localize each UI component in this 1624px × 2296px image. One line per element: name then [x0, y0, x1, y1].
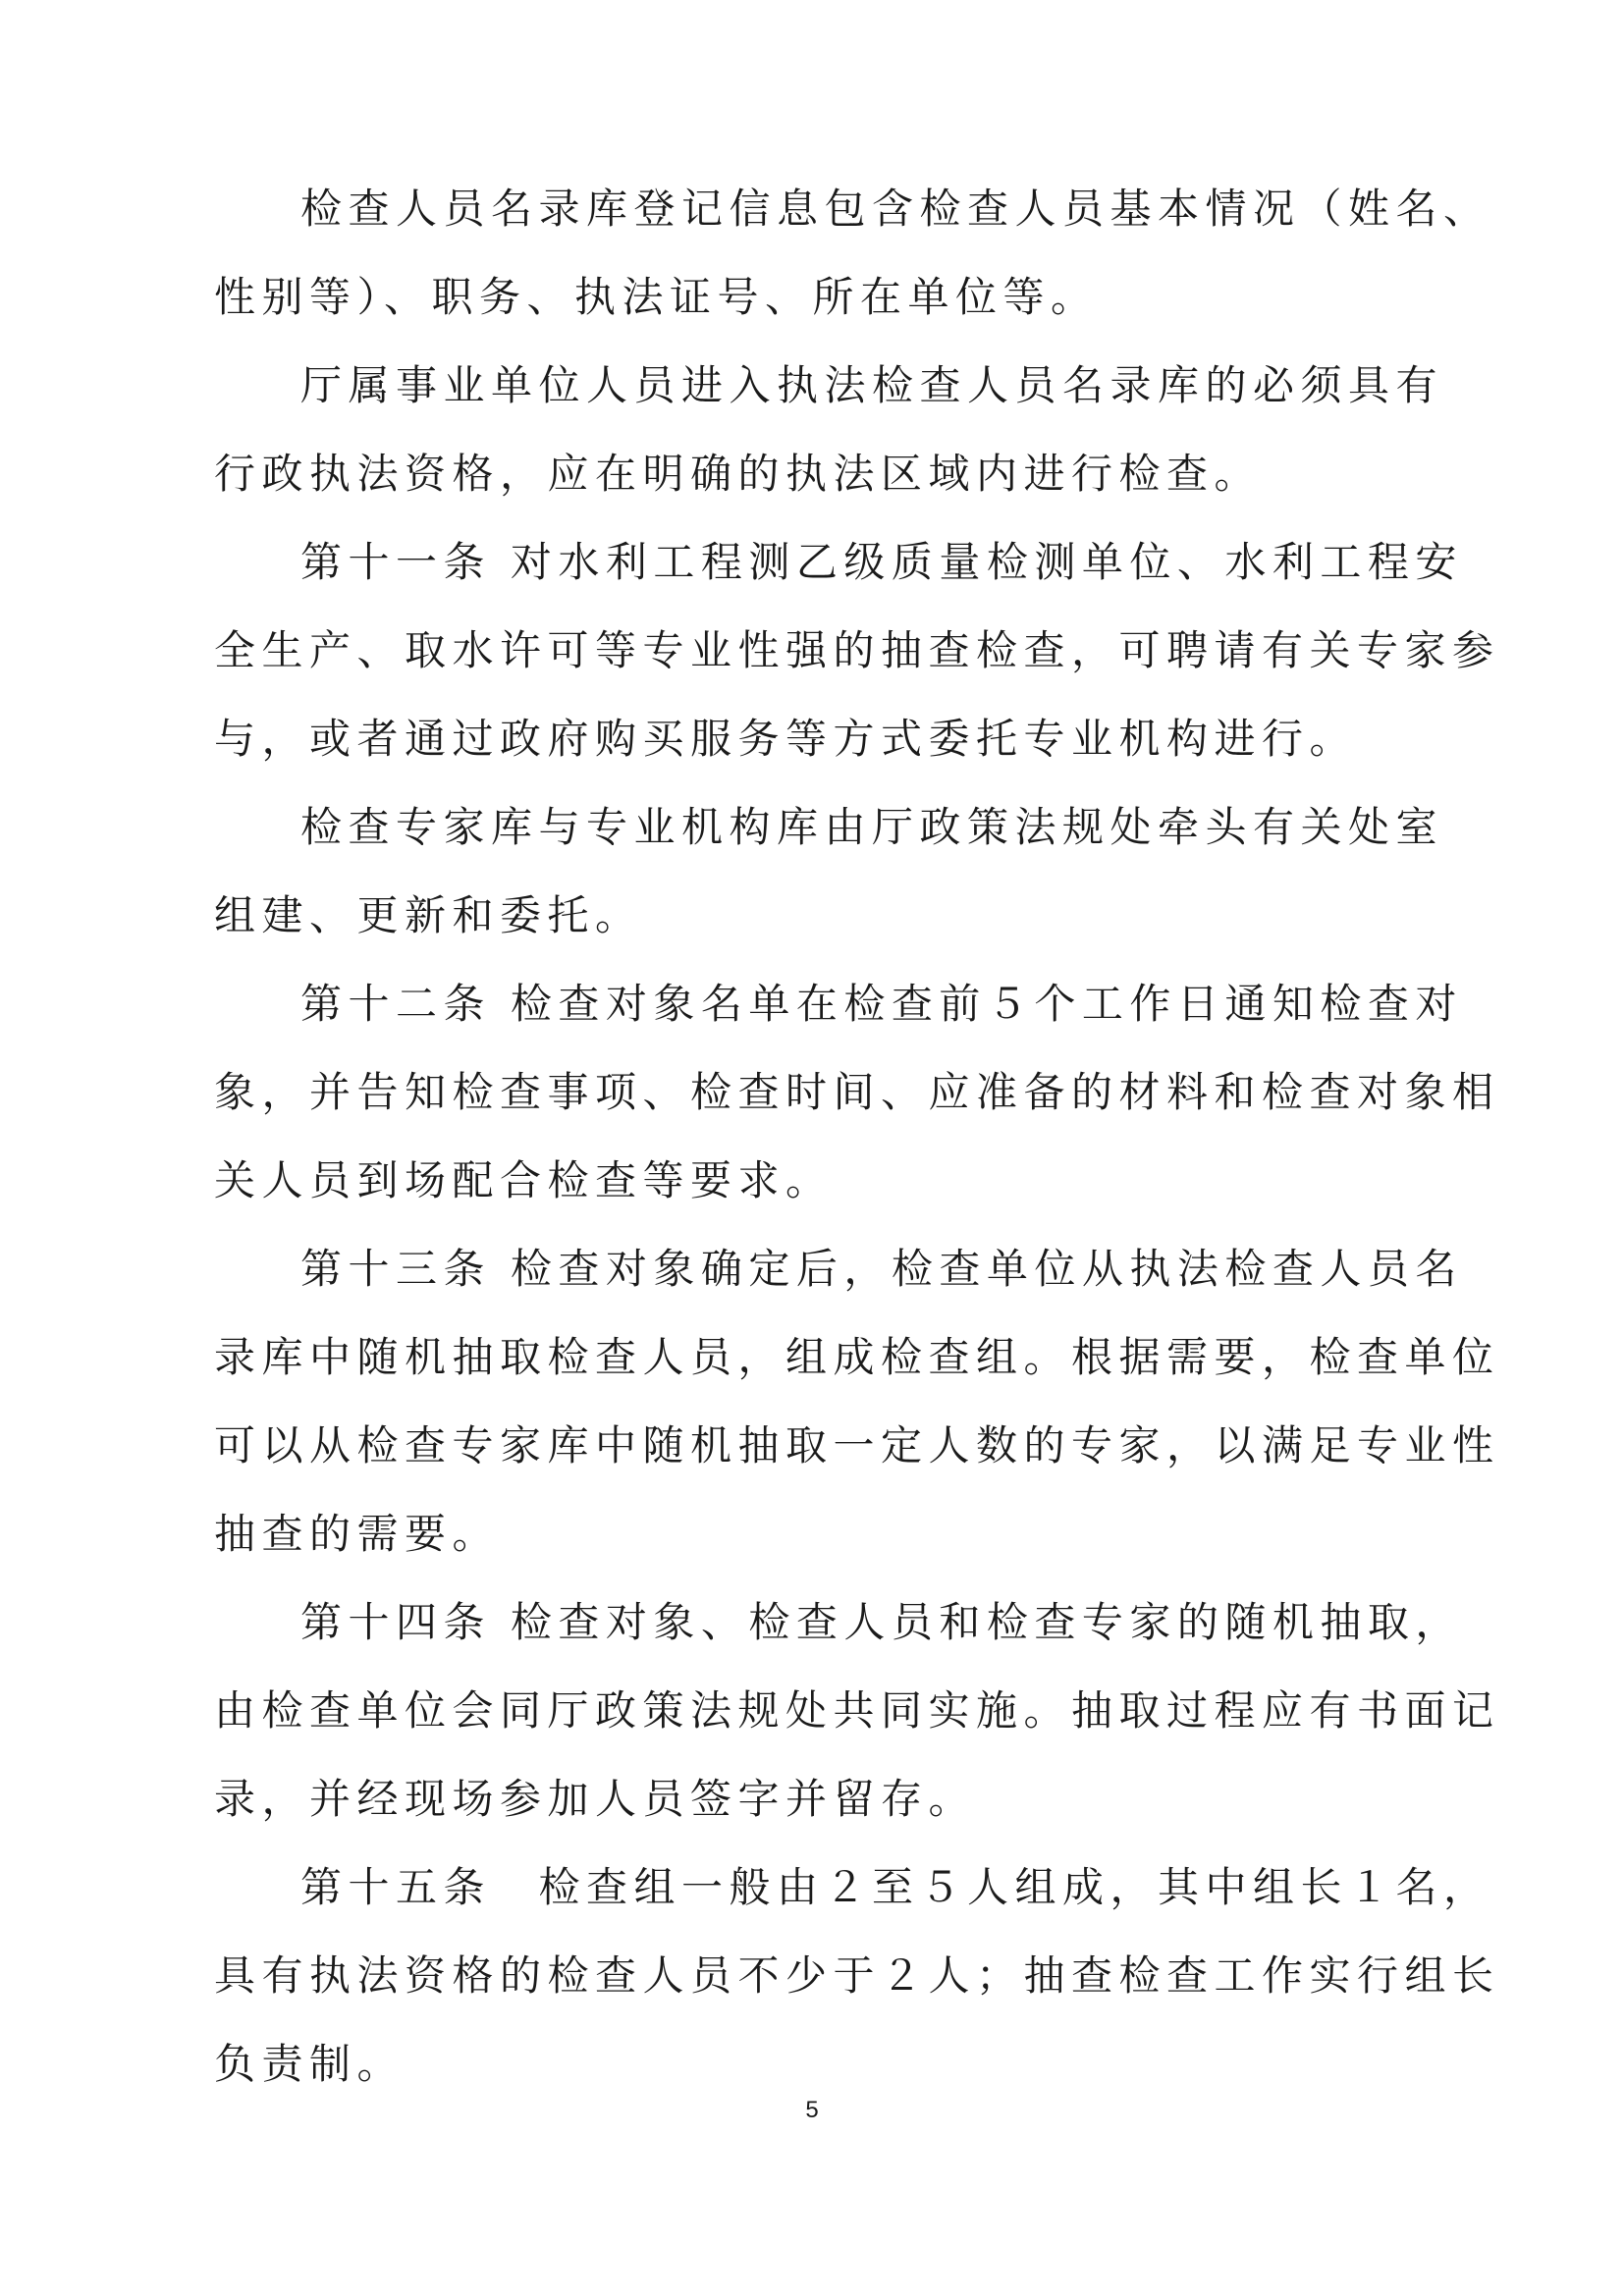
- paragraph-line: 检查人员名录库登记信息包含检查人员基本情况（姓名、: [300, 185, 1491, 233]
- paragraph-line: 第十二条 检查对象名单在检查前５个工作日通知检查对: [300, 980, 1463, 1028]
- paragraph-article-11: [214, 518, 1500, 783]
- paragraph-line: 行政执法资格，应在明确的执法区域内进行检查。: [214, 450, 1263, 498]
- paragraph-1: [214, 165, 1491, 342]
- paragraph-line: 由检查单位会同厅政策法规处共同实施。抽取过程应有书面记: [214, 1686, 1500, 1735]
- paragraph-line: 第十四条 检查对象、检查人员和检查专家的随机抽取，: [300, 1598, 1463, 1646]
- page-number: 5: [805, 2097, 819, 2123]
- paragraph-line: 组建、更新和委托。: [214, 891, 643, 939]
- paragraph-article-15: [214, 1843, 1500, 2109]
- paragraph-2: [214, 342, 1444, 518]
- paragraph-line: 录，并经现场参加人员签字并留存。: [214, 1775, 977, 1823]
- paragraph-line: 抽查的需要。: [214, 1510, 501, 1558]
- paragraph-line: 第十三条 检查对象确定后，检查单位从执法检查人员名: [300, 1245, 1463, 1293]
- paragraph-line: 关人员到场配合检查等要求。: [214, 1156, 834, 1204]
- paragraph-line: 可以从检查专家库中随机抽取一定人数的专家，以满足专业性: [214, 1421, 1500, 1469]
- paragraph-line: 第十五条 检查组一般由２至５人组成，其中组长１名，: [300, 1863, 1491, 1911]
- paragraph-line: 具有执法资格的检查人员不少于２人；抽查检查工作实行组长: [214, 1951, 1500, 2000]
- paragraph-article-12: [214, 960, 1500, 1225]
- paragraph-line: 录库中随机抽取检查人员，组成检查组。根据需要，检查单位: [214, 1333, 1500, 1381]
- paragraph-line: 第十一条 对水利工程测乙级质量检测单位、水利工程安: [300, 538, 1463, 586]
- paragraph-line: 与，或者通过政府购买服务等方式委托专业机构进行。: [214, 715, 1358, 763]
- paragraph-line: 检查专家库与专业机构库由厅政策法规处牵头有关处室: [300, 803, 1444, 851]
- paragraph-article-13: [214, 1225, 1500, 1578]
- paragraph-line: 负责制。: [214, 2040, 406, 2088]
- paragraph-article-14: [214, 1578, 1500, 1843]
- paragraph-line: 象，并告知检查事项、检查时间、应准备的材料和检查对象相: [214, 1068, 1500, 1116]
- paragraph-line: 性别等）、职务、执法证号、所在单位等。: [214, 273, 1099, 321]
- paragraph-4: [214, 783, 1444, 960]
- paragraph-line: 全生产、取水许可等专业性强的抽查检查，可聘请有关专家参: [214, 626, 1500, 674]
- paragraph-line: 厅属事业单位人员进入执法检查人员名录库的必须具有: [300, 361, 1444, 409]
